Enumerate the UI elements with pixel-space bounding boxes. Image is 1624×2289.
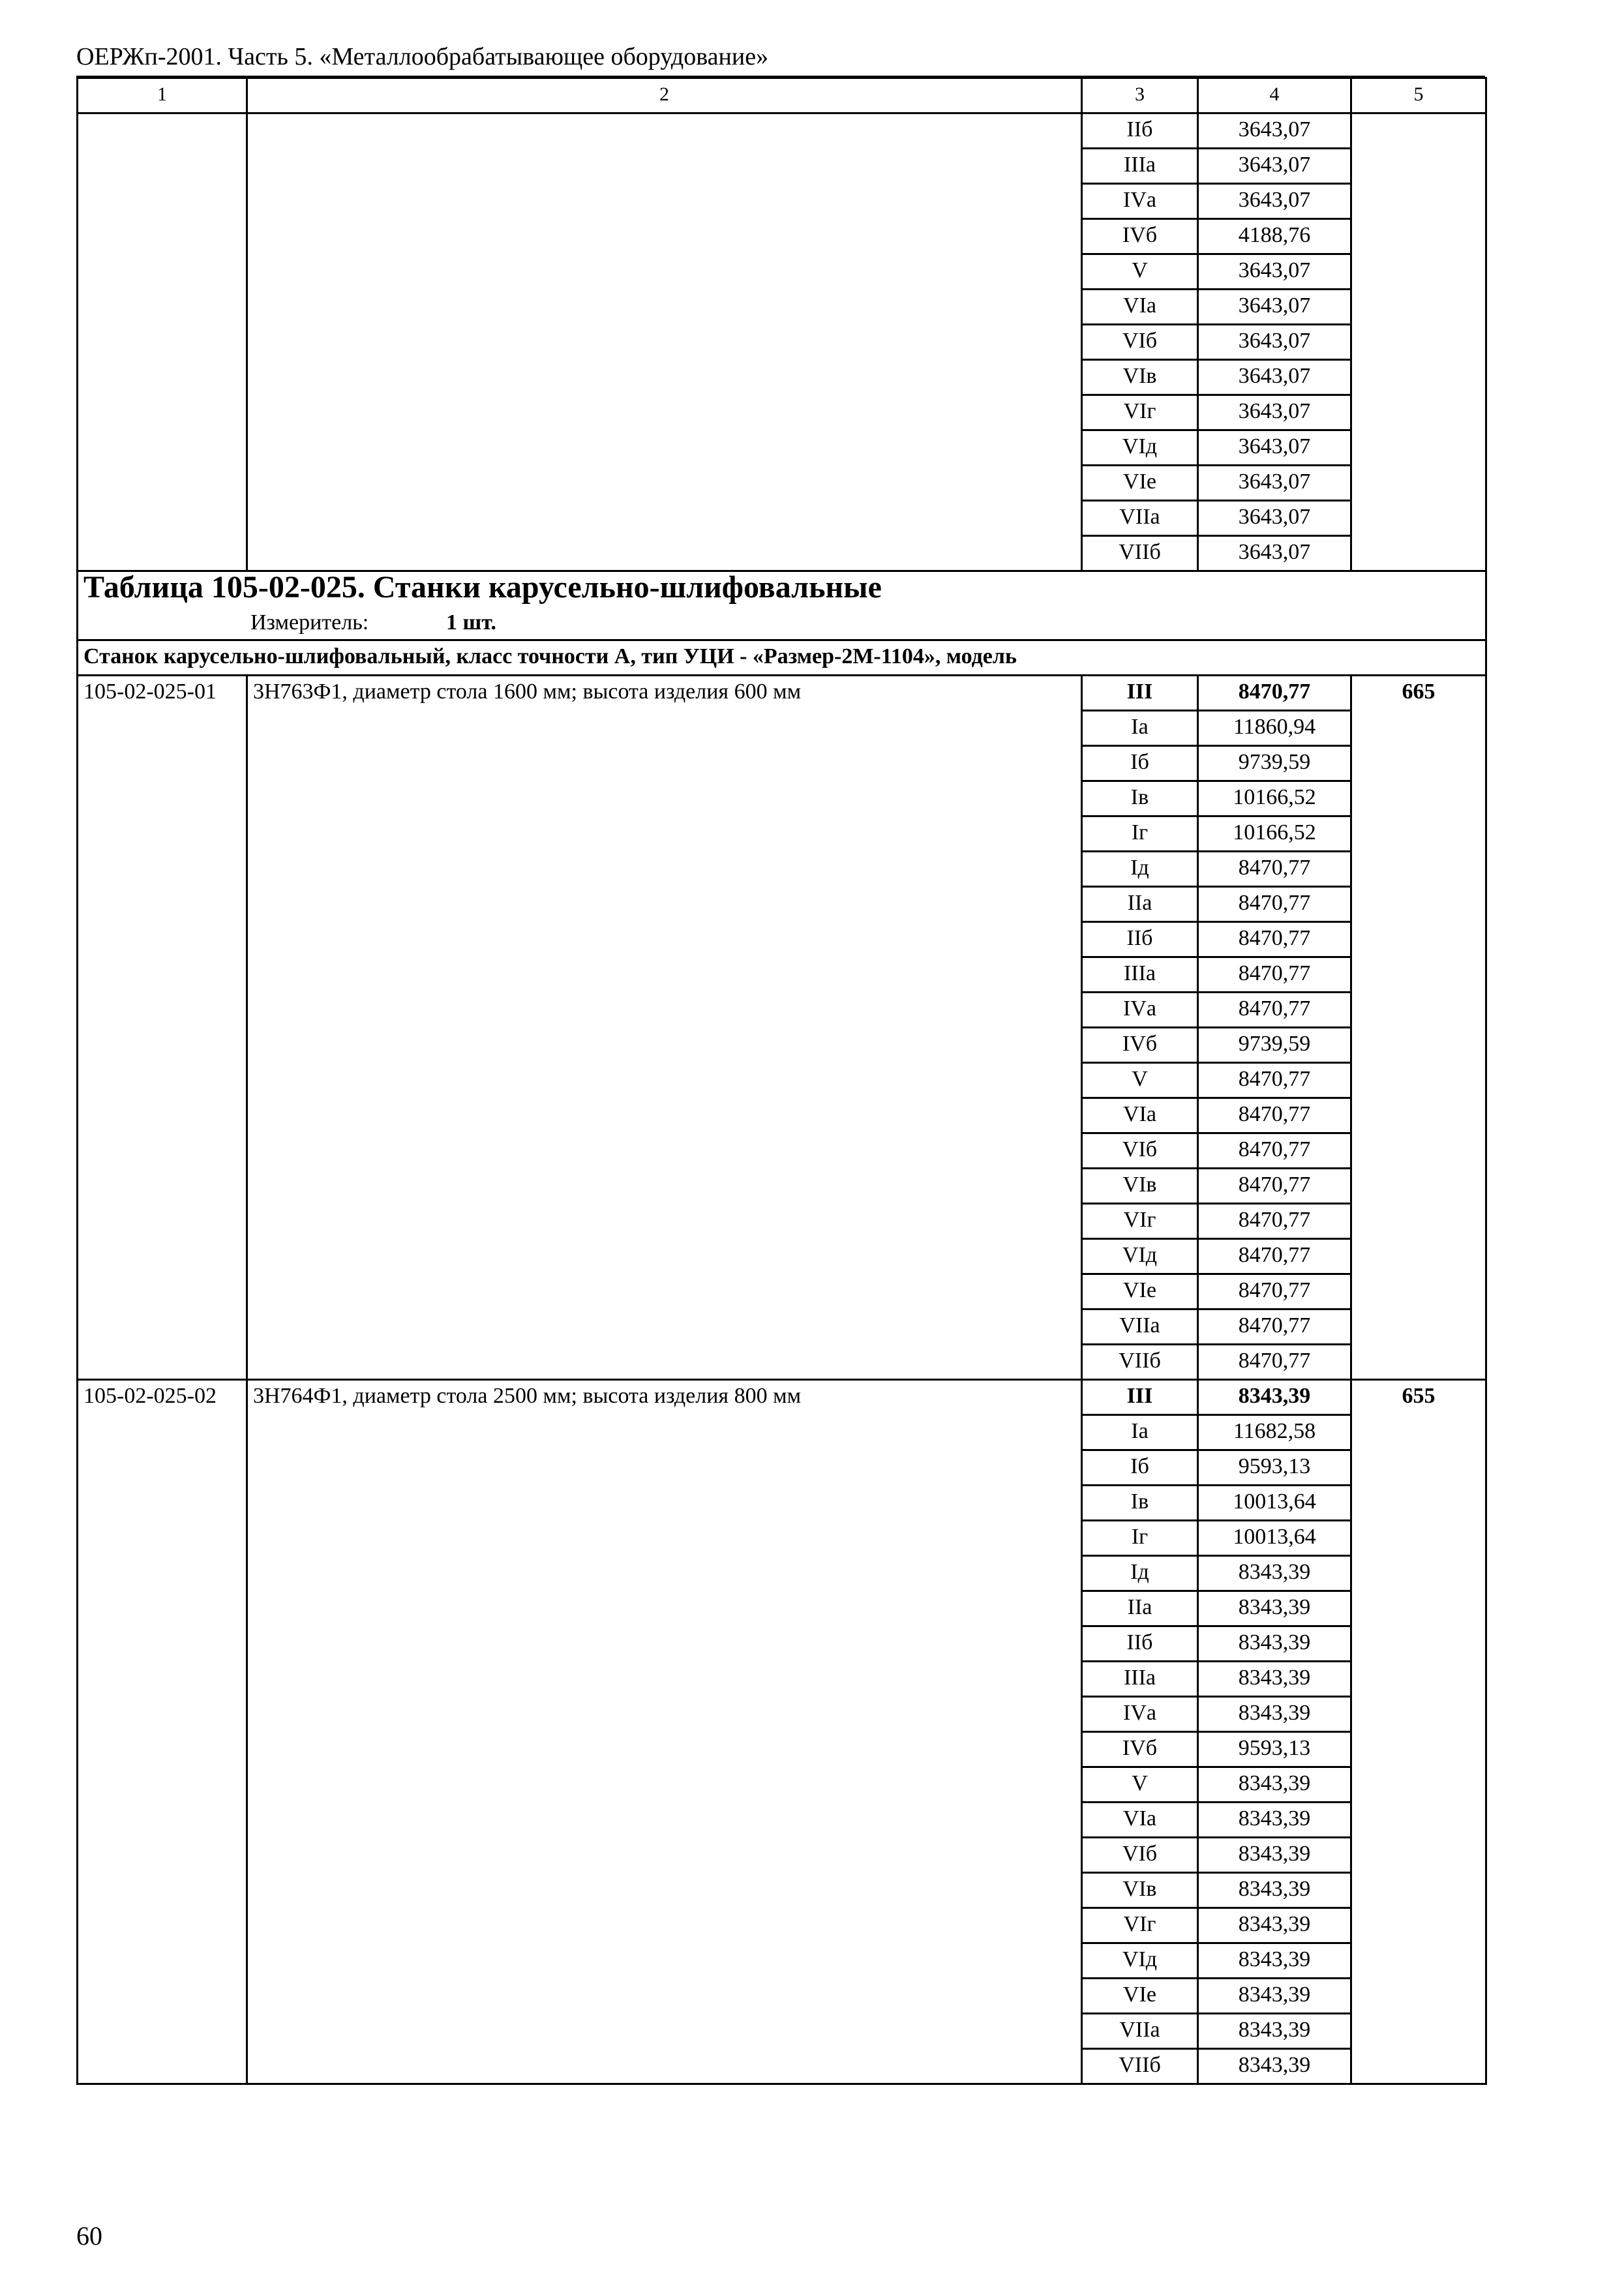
group-caption-row xyxy=(78,640,1486,676)
zone-cell: VIе xyxy=(1082,466,1198,501)
zone-cell: IVб xyxy=(1082,1732,1198,1767)
column-number: 3 xyxy=(1082,78,1198,113)
price-cell: 8470,77 xyxy=(1198,1345,1351,1380)
description-cell xyxy=(247,113,1082,571)
meter-label: Измеритель: xyxy=(250,610,369,635)
zone-cell: VIг xyxy=(1082,1908,1198,1943)
zone-cell: VIг xyxy=(1082,1204,1198,1239)
zone-cell: VIIа xyxy=(1082,1309,1198,1345)
price-cell: 3643,07 xyxy=(1198,360,1351,395)
zone-cell: VIв xyxy=(1082,1169,1198,1204)
price-cell: 8470,77 xyxy=(1198,993,1351,1028)
item-col5: 665 xyxy=(1351,676,1486,1380)
price-cell: 8343,39 xyxy=(1198,1591,1351,1626)
price-cell: 3643,07 xyxy=(1198,395,1351,430)
zone-cell: IIIа xyxy=(1082,957,1198,993)
zone-cell: Iа xyxy=(1082,1415,1198,1450)
item-description: 3Н764Ф1, диаметр стола 2500 мм; высота изделия 800 мм xyxy=(247,1380,1082,2084)
price-cell: 8343,39 xyxy=(1198,1662,1351,1697)
code-cell xyxy=(78,113,247,571)
price-cell: 8343,39 xyxy=(1198,1767,1351,1803)
zone-cell: IVб xyxy=(1082,1028,1198,1063)
zone-cell: VIа xyxy=(1082,290,1198,325)
col5-cell xyxy=(1351,113,1486,571)
price-table-body xyxy=(78,78,1486,2084)
price-cell: 8470,77 xyxy=(1198,1204,1351,1239)
price-cell: 8470,77 xyxy=(1198,887,1351,922)
table-title: Таблица 105-02-025. Станки карусельно-шлифовальные xyxy=(83,571,882,605)
price-cell: 3643,07 xyxy=(1198,501,1351,536)
price-cell: 8343,39 xyxy=(1198,1380,1351,1415)
column-number: 4 xyxy=(1198,78,1351,113)
zone-cell: Iв xyxy=(1082,781,1198,816)
zone-cell: VIб xyxy=(1082,1133,1198,1169)
zone-cell: Iд xyxy=(1082,852,1198,887)
price-cell: 9593,13 xyxy=(1198,1732,1351,1767)
zone-cell: IVа xyxy=(1082,1697,1198,1732)
zone-cell: VIд xyxy=(1082,1239,1198,1274)
group-caption: Станок карусельно-шлифовальный, класс точности А, тип УЦИ - «Размер-2М-1104», модель xyxy=(78,640,1486,676)
price-cell: 8470,77 xyxy=(1198,1169,1351,1204)
price-cell: 8343,39 xyxy=(1198,2014,1351,2049)
table-row xyxy=(78,1380,1486,1415)
zone-cell: VIв xyxy=(1082,1873,1198,1908)
zone-cell: VIа xyxy=(1082,1803,1198,1838)
zone-cell: VIIб xyxy=(1082,1345,1198,1380)
page-number: 60 xyxy=(76,2221,102,2251)
price-cell: 3643,07 xyxy=(1198,325,1351,360)
zone-cell: VIIа xyxy=(1082,2014,1198,2049)
zone-cell: V xyxy=(1082,1767,1198,1803)
price-cell: 8343,39 xyxy=(1198,1803,1351,1838)
zone-cell: VIб xyxy=(1082,325,1198,360)
price-cell: 4188,76 xyxy=(1198,219,1351,254)
price-table xyxy=(76,77,1487,2085)
zone-cell: IIб xyxy=(1082,1626,1198,1662)
zone-cell: VIд xyxy=(1082,430,1198,466)
zone-cell: VIб xyxy=(1082,1838,1198,1873)
zone-cell: VIе xyxy=(1082,1979,1198,2014)
zone-cell: VIв xyxy=(1082,360,1198,395)
price-cell: 8343,39 xyxy=(1198,2049,1351,2084)
price-cell: 3643,07 xyxy=(1198,466,1351,501)
price-cell: 8470,77 xyxy=(1198,1274,1351,1309)
price-cell: 3643,07 xyxy=(1198,430,1351,466)
price-cell: 8343,39 xyxy=(1198,1943,1351,1979)
price-cell: 8343,39 xyxy=(1198,1838,1351,1873)
zone-cell: III xyxy=(1082,1380,1198,1415)
zone-cell: IIб xyxy=(1082,922,1198,957)
price-cell: 9593,13 xyxy=(1198,1450,1351,1486)
price-cell: 9739,59 xyxy=(1198,1028,1351,1063)
zone-cell: IIIа xyxy=(1082,149,1198,184)
price-cell: 8470,77 xyxy=(1198,957,1351,993)
item-code: 105-02-025-01 xyxy=(78,676,247,1380)
table-row xyxy=(78,113,1486,149)
table-row xyxy=(78,676,1486,711)
price-cell: 8343,39 xyxy=(1198,1908,1351,1943)
item-col5: 655 xyxy=(1351,1380,1486,2084)
column-number-row xyxy=(78,78,1486,113)
price-cell: 8470,77 xyxy=(1198,922,1351,957)
zone-cell: Iа xyxy=(1082,711,1198,746)
table-title-row xyxy=(78,571,1486,640)
zone-cell: Iг xyxy=(1082,816,1198,852)
price-cell: 11860,94 xyxy=(1198,711,1351,746)
price-cell: 8343,39 xyxy=(1198,1556,1351,1591)
price-cell: 10013,64 xyxy=(1198,1521,1351,1556)
zone-cell: IVа xyxy=(1082,184,1198,219)
price-cell: 8343,39 xyxy=(1198,1697,1351,1732)
price-cell: 10013,64 xyxy=(1198,1486,1351,1521)
item-description: 3Н763Ф1, диаметр стола 1600 мм; высота изделия 600 мм xyxy=(247,676,1082,1380)
meter-value: 1 шт. xyxy=(446,610,496,635)
meter-line xyxy=(83,606,1480,639)
price-cell: 8470,77 xyxy=(1198,1133,1351,1169)
price-cell: 8470,77 xyxy=(1198,676,1351,711)
price-cell: 10166,52 xyxy=(1198,781,1351,816)
price-cell: 3643,07 xyxy=(1198,149,1351,184)
column-number: 2 xyxy=(247,78,1082,113)
zone-cell: VIд xyxy=(1082,1943,1198,1979)
table-title-cell xyxy=(78,571,1486,640)
zone-cell: VIIа xyxy=(1082,501,1198,536)
column-number: 5 xyxy=(1351,78,1486,113)
zone-cell: Iд xyxy=(1082,1556,1198,1591)
item-code: 105-02-025-02 xyxy=(78,1380,247,2084)
price-cell: 8343,39 xyxy=(1198,1626,1351,1662)
zone-cell: Iг xyxy=(1082,1521,1198,1556)
price-cell: 11682,58 xyxy=(1198,1415,1351,1450)
price-cell: 3643,07 xyxy=(1198,184,1351,219)
zone-cell: IIа xyxy=(1082,1591,1198,1626)
price-cell: 8470,77 xyxy=(1198,1098,1351,1133)
price-cell: 10166,52 xyxy=(1198,816,1351,852)
price-cell: 3643,07 xyxy=(1198,113,1351,149)
price-cell: 3643,07 xyxy=(1198,290,1351,325)
zone-cell: VIг xyxy=(1082,395,1198,430)
price-cell: 8470,77 xyxy=(1198,852,1351,887)
price-cell: 8470,77 xyxy=(1198,1063,1351,1098)
zone-cell: IIа xyxy=(1082,887,1198,922)
zone-cell: V xyxy=(1082,254,1198,290)
price-cell: 8470,77 xyxy=(1198,1309,1351,1345)
page-header: ОЕРЖп-2001. Часть 5. «Металлообрабатывающее оборудование» xyxy=(76,40,1485,78)
zone-cell: Iб xyxy=(1082,746,1198,781)
zone-cell: Iб xyxy=(1082,1450,1198,1486)
zone-cell: Iв xyxy=(1082,1486,1198,1521)
zone-cell: IIIа xyxy=(1082,1662,1198,1697)
zone-cell: V xyxy=(1082,1063,1198,1098)
price-cell: 8470,77 xyxy=(1198,1239,1351,1274)
price-cell: 8343,39 xyxy=(1198,1979,1351,2014)
price-cell: 3643,07 xyxy=(1198,254,1351,290)
zone-cell: VIIб xyxy=(1082,2049,1198,2084)
column-number: 1 xyxy=(78,78,247,113)
zone-cell: IIб xyxy=(1082,113,1198,149)
zone-cell: VIа xyxy=(1082,1098,1198,1133)
price-cell: 9739,59 xyxy=(1198,746,1351,781)
zone-cell: VIе xyxy=(1082,1274,1198,1309)
price-cell: 3643,07 xyxy=(1198,536,1351,571)
zone-cell: VIIб xyxy=(1082,536,1198,571)
zone-cell: IVа xyxy=(1082,993,1198,1028)
price-cell: 8343,39 xyxy=(1198,1873,1351,1908)
zone-cell: III xyxy=(1082,676,1198,711)
zone-cell: IVб xyxy=(1082,219,1198,254)
